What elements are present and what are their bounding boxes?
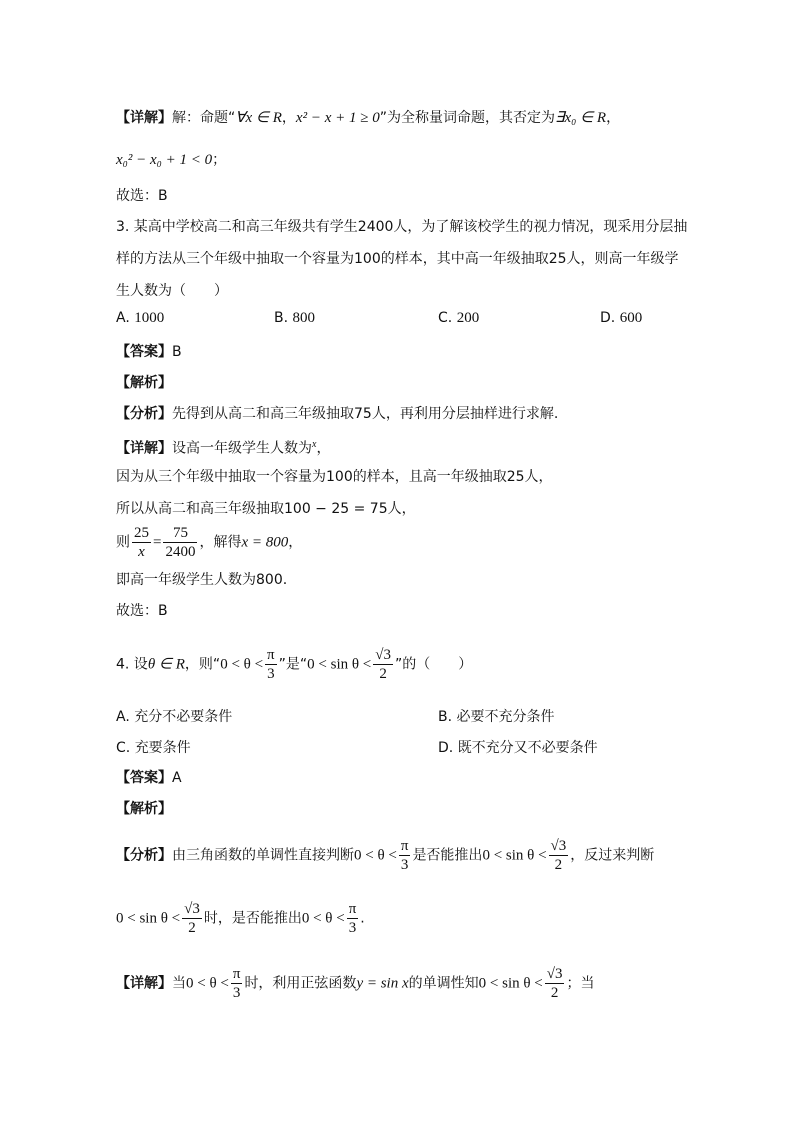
q3-stem-line-3: 生人数为（ ）: [116, 283, 228, 299]
q3-detail-3: 所以从高二和高三年级抽取100 − 25 = 75人，: [116, 501, 416, 517]
q4-option-a: A. 充分不必要条件: [116, 709, 233, 725]
q2-choose: 故选：B: [116, 188, 168, 204]
q2-negation-line: x₀² − x₀ + 1 < 0；: [116, 152, 227, 168]
q4-answer: 【答案】A: [116, 770, 182, 786]
detail-tag: 【详解】: [116, 110, 172, 126]
q3-stem-line-1: 3. 某高中学校高二和高三年级共有学生2400人，为了解该校学生的视力情况，现采用分层抽: [116, 219, 688, 235]
q3-analysis-tag: 【解析】: [116, 375, 172, 391]
q3-detail-1: 【详解】设高一年级学生人数为$^x$，: [116, 439, 331, 457]
q4-option-c: C. 充要条件: [116, 740, 191, 756]
q3-option-a: A. 1000: [116, 310, 165, 326]
fraction-sqrt3-over-2: $\frac{√3}{2}$: [375, 647, 391, 682]
q2-detail-line: 【详解】解：命题“∀x ∈ R，x² − x + 1 ≥ 0”为全称量词命题，其否定为∃x₀ ∈ R，: [116, 110, 621, 126]
q3-answer: 【答案】B: [116, 344, 182, 360]
q4-fenxi: 【分析】由三角函数的单调性直接判断0 < θ < $\frac{\pi}{3}$ 是否能推出0 < sin θ < $\frac{√3}{2}$ ，反过来判断: [116, 838, 655, 873]
q3-fenxi: 【分析】先得到从高二和高三年级抽取75人，再利用分层抽样进行求解.: [116, 406, 559, 422]
fraction-25-over-x: $\frac{25}{x}$: [134, 525, 149, 560]
q3-option-c: C. 200: [438, 310, 480, 326]
q3-detail-2: 因为从三个年级中抽取一个容量为100的样本，且高一年级抽取25人，: [116, 469, 553, 485]
q4-fenxi-2: 0 < sin θ < $\frac{√3}{2}$ 时，是否能推出0 < θ < $\frac{\pi}{3}$ .: [116, 901, 365, 936]
fraction-pi-over-3: $\frac{\pi}{3}$: [267, 647, 275, 682]
q4-analysis-tag: 【解析】: [116, 801, 172, 817]
q3-choose: 故选：B: [116, 603, 168, 619]
q3-detail-5: 即高一年级学生人数为800.: [116, 572, 288, 588]
q3-stem-line-2: 样的方法从三个年级中抽取一个容量为100的样本，其中高一年级抽取25人，则高一年级学: [116, 251, 679, 267]
q3-detail-4: 则 $\frac{25}{x}$ = $\frac{75}{2400}$ ，解得x = 800，: [116, 525, 303, 560]
fraction-75-over-2400: $\frac{75}{2400}$: [165, 525, 196, 560]
q4-option-b: B. 必要不充分条件: [438, 709, 555, 725]
q4-detail: 【详解】当0 < θ < $\frac{\pi}{3}$ 时，利用正弦函数y = sin x的单调性知0 < sin θ < $\frac{√3}{2}$ ；当: [116, 966, 595, 1001]
q3-option-b: B. 800: [274, 310, 316, 326]
q4-stem: 4. 设θ ∈ R，则“0 < θ < $\frac{\pi}{3}$ ”是“0 < sin θ < $\frac{√3}{2}$ ”的（ ）: [116, 647, 473, 682]
q4-option-d: D. 既不充分又不必要条件: [438, 740, 598, 756]
q3-option-d: D. 600: [600, 310, 643, 326]
